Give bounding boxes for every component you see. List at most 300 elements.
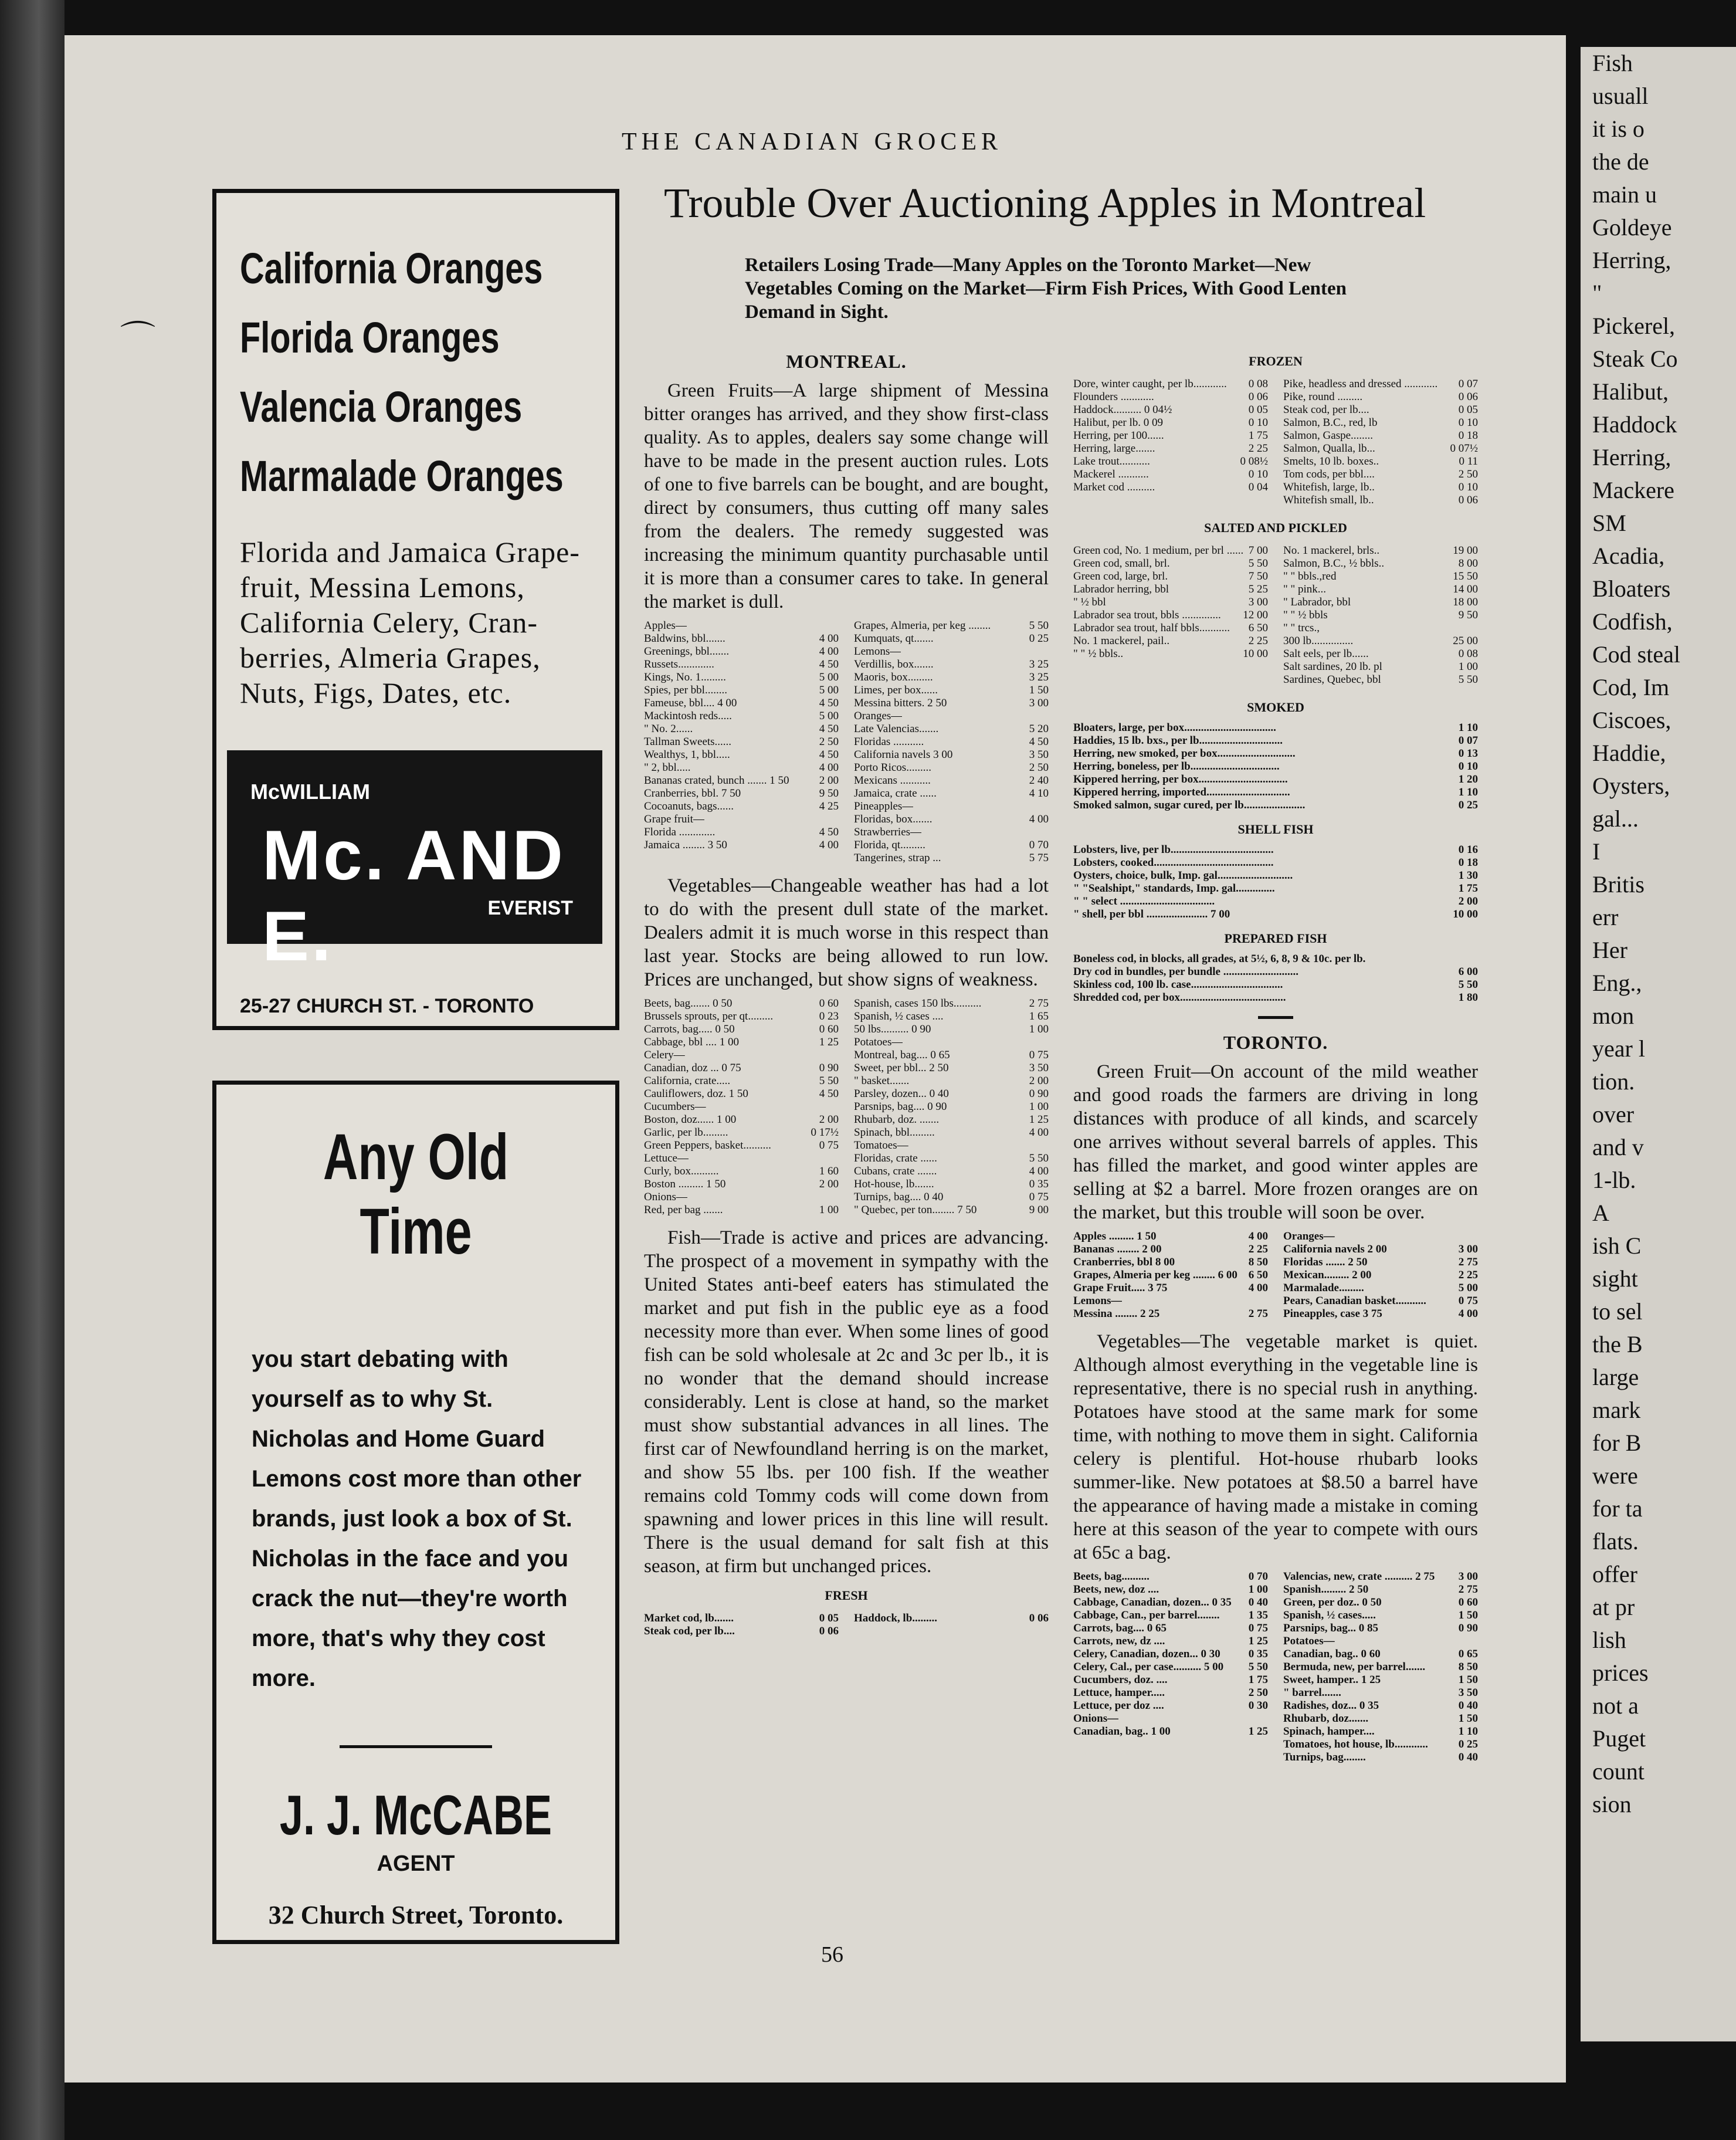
item-price: 4 50 bbox=[819, 697, 839, 709]
item-name: Herring, new smoked, per box............................ bbox=[1073, 747, 1296, 760]
item-name: Carrots, bag.... 0 65 bbox=[1073, 1622, 1167, 1634]
item-name: Fameuse, bbl.... 4 00 bbox=[644, 697, 737, 709]
price-row bbox=[1073, 1635, 1268, 1648]
item-price: 4 00 bbox=[819, 761, 839, 774]
price-row bbox=[1073, 1622, 1268, 1635]
item-price: 0 25 bbox=[1029, 632, 1049, 645]
price-row bbox=[1073, 1648, 1268, 1661]
item-price: 0 25 bbox=[1458, 1738, 1478, 1750]
item-price: 18 00 bbox=[1453, 596, 1478, 608]
price-row bbox=[1283, 1751, 1478, 1764]
text-fragment: Haddock bbox=[1592, 411, 1677, 438]
text-fragment: " bbox=[1592, 280, 1602, 306]
item-name: Turnips, bag........ bbox=[1283, 1751, 1366, 1763]
price-row bbox=[1073, 799, 1478, 812]
page-binding bbox=[0, 0, 65, 2140]
text-fragment: Pickerel, bbox=[1592, 313, 1676, 339]
price-row bbox=[1283, 1635, 1478, 1648]
section-heading: MONTREAL. bbox=[786, 351, 907, 372]
item-name: Apples— bbox=[644, 619, 687, 632]
item-name: Salmon, B.C., ½ bbls.. bbox=[1283, 557, 1385, 570]
price-row bbox=[854, 619, 1049, 632]
item-name: Mexican......... 2 00 bbox=[1283, 1269, 1372, 1281]
item-name: Limes, per box...... bbox=[854, 684, 938, 696]
item-name: " " ½ bbls bbox=[1283, 609, 1328, 621]
item-price: 7 50 bbox=[1248, 570, 1268, 583]
article-deck: Retailers Losing Trade—Many Apples on the Toronto Market—New Vegetables Coming on the Market—Firm Fish Prices, With Good Lenten Demand in Sight. bbox=[745, 255, 1347, 323]
item-price: 3 00 bbox=[1029, 697, 1049, 709]
item-name: Jamaica ........ 3 50 bbox=[644, 839, 727, 851]
item-name: Canadian, bag.. 0 60 bbox=[1283, 1648, 1381, 1660]
price-row bbox=[1283, 1295, 1478, 1308]
item-price: 5 75 bbox=[1029, 852, 1049, 864]
price-row bbox=[1073, 1269, 1268, 1282]
price-row bbox=[854, 710, 1049, 723]
price-row bbox=[1283, 583, 1478, 596]
item-name: Spies, per bbl........ bbox=[644, 684, 727, 696]
price-row bbox=[1283, 468, 1478, 481]
price-table bbox=[1073, 1230, 1478, 1320]
price-row bbox=[1073, 609, 1268, 622]
price-list bbox=[854, 1612, 1049, 1638]
price-list bbox=[1073, 1230, 1268, 1320]
price-row bbox=[854, 1191, 1049, 1204]
text-fragment: 1-lb. bbox=[1592, 1167, 1636, 1193]
price-row bbox=[644, 658, 839, 671]
item-name: Turnips, bag.... 0 40 bbox=[854, 1191, 944, 1203]
price-row bbox=[854, 1036, 1049, 1049]
item-name: Mackerel ........... bbox=[1073, 468, 1149, 480]
item-name: Florida, qt......... bbox=[854, 839, 925, 851]
paragraph: Green Fruits—A large shipment of Messina bitter oranges has arrived, and they show first-class quality. As to apples, dealers say some change will have to be made in the present auction rules. Lots of one to five barrels can be bought, and are bought, direct by consumers, thus cutting off many sales from the dealers. The remedy suggested was increasing the minimum quantity purchasable until it is more than a consumer cares to take. In general the market is dull. bbox=[644, 380, 1049, 612]
item-price: 0 11 bbox=[1459, 455, 1478, 468]
item-name: " " ½ bbls.. bbox=[1073, 648, 1124, 660]
item-name: Tangerines, strap ... bbox=[854, 852, 941, 864]
text-fragment: Halibut, bbox=[1592, 378, 1669, 405]
item-name: Cucumbers— bbox=[644, 1101, 706, 1113]
item-price: 5 50 bbox=[1248, 557, 1268, 570]
subheading: PREPARED FISH bbox=[1224, 931, 1327, 946]
item-price: 1 50 bbox=[1458, 1712, 1478, 1725]
item-name: Floridas ....... 2 50 bbox=[1283, 1256, 1368, 1268]
price-row bbox=[1073, 468, 1268, 481]
item-name: Wealthys, 1, bbl..... bbox=[644, 749, 730, 761]
price-table bbox=[1073, 1570, 1478, 1764]
item-price: 0 35 bbox=[1248, 1648, 1268, 1660]
ad-mccabe bbox=[212, 1081, 619, 1944]
price-row bbox=[644, 1612, 839, 1625]
text-fragment: Haddie, bbox=[1592, 740, 1666, 766]
price-row bbox=[1283, 1256, 1478, 1269]
price-row bbox=[854, 658, 1049, 671]
price-row bbox=[1073, 378, 1268, 391]
price-row bbox=[1073, 583, 1268, 596]
price-row bbox=[1283, 1243, 1478, 1256]
item-name: Oranges— bbox=[1283, 1230, 1335, 1242]
item-price: 2 00 bbox=[819, 774, 839, 787]
item-name: Flounders ............ bbox=[1073, 391, 1154, 403]
item-name: No. 1 mackerel, brls.. bbox=[1283, 544, 1380, 557]
item-name: Lobsters, live, per lb..................................... bbox=[1073, 844, 1274, 856]
item-name: Lettuce, hamper..... bbox=[1073, 1687, 1165, 1699]
text-fragment: Her bbox=[1592, 937, 1628, 963]
item-price: 1 80 bbox=[1458, 991, 1478, 1004]
page-number: 56 bbox=[821, 1942, 843, 1967]
item-name: Haddock.......... 0 04½ bbox=[1073, 404, 1172, 416]
item-price: 4 00 bbox=[1458, 1308, 1478, 1320]
price-row bbox=[1073, 442, 1268, 455]
item-price: 1 00 bbox=[1029, 1023, 1049, 1035]
text-fragment: Goldeye bbox=[1592, 214, 1672, 241]
text-fragment: Cod steal bbox=[1592, 641, 1680, 668]
price-row bbox=[1073, 1712, 1268, 1725]
item-price: 8 50 bbox=[1458, 1661, 1478, 1673]
ad2-firm: J. J. McCABE bbox=[279, 1784, 552, 1847]
item-price: 5 00 bbox=[819, 671, 839, 683]
price-row bbox=[1073, 1243, 1268, 1256]
price-row bbox=[1073, 1295, 1268, 1308]
item-price: 2 40 bbox=[1029, 774, 1049, 787]
item-name: Cocoanuts, bags...... bbox=[644, 800, 734, 812]
price-row bbox=[1073, 417, 1268, 429]
price-list bbox=[1073, 544, 1268, 686]
item-name: Kippered herring, imported.............................. bbox=[1073, 786, 1290, 798]
item-name: Skinless cod, 100 lb. case................................. bbox=[1073, 978, 1283, 991]
item-name: Canadian, doz ... 0 75 bbox=[644, 1062, 741, 1074]
item-name: Onions— bbox=[1073, 1712, 1119, 1725]
item-name: Labrador sea trout, half bbls........... bbox=[1073, 622, 1230, 634]
item-name: Spanish, cases 150 lbs.......... bbox=[854, 997, 982, 1010]
item-price: 3 50 bbox=[1029, 1062, 1049, 1074]
item-price: 5 00 bbox=[819, 684, 839, 696]
text-fragment: A bbox=[1592, 1200, 1609, 1226]
item-price: 2 25 bbox=[1458, 1269, 1478, 1281]
price-row bbox=[1283, 481, 1478, 494]
item-price: 0 40 bbox=[1248, 1596, 1268, 1609]
item-name: Parsnips, bag... 0 85 bbox=[1283, 1622, 1379, 1634]
item-name: Salt eels, per lb...... bbox=[1283, 648, 1369, 660]
price-list bbox=[1073, 953, 1478, 1004]
item-price: 1 75 bbox=[1458, 882, 1478, 895]
price-row bbox=[1073, 1609, 1268, 1622]
item-price: 4 50 bbox=[1029, 736, 1049, 748]
item-price: 5 50 bbox=[819, 1075, 839, 1087]
item-price: 0 70 bbox=[1248, 1570, 1268, 1583]
item-name: Haddock, lb......... bbox=[854, 1612, 938, 1624]
item-name: Russets............. bbox=[644, 658, 714, 671]
subheading: SHELL FISH bbox=[1237, 822, 1314, 837]
price-row bbox=[1073, 557, 1268, 570]
item-price: 0 90 bbox=[1029, 1088, 1049, 1100]
item-price: 0 10 bbox=[1248, 417, 1268, 429]
price-row bbox=[644, 736, 839, 749]
item-price: 2 00 bbox=[819, 1178, 839, 1190]
item-name: Grapes, Almeria, per keg ........ bbox=[854, 619, 991, 632]
item-price: 5 50 bbox=[1029, 619, 1049, 632]
item-price: 0 10 bbox=[1458, 417, 1478, 429]
text-fragment: prices bbox=[1592, 1660, 1649, 1686]
price-row bbox=[1283, 1725, 1478, 1738]
price-row bbox=[1073, 391, 1268, 404]
price-row bbox=[1283, 404, 1478, 417]
item-price: 2 50 bbox=[1458, 468, 1478, 480]
price-row bbox=[1073, 1570, 1268, 1583]
price-row bbox=[644, 997, 839, 1010]
item-price: 4 50 bbox=[819, 749, 839, 761]
ad1-address: 25-27 CHURCH ST. - TORONTO bbox=[240, 995, 534, 1017]
item-name: Beets, bag....... 0 50 bbox=[644, 997, 733, 1010]
ad-mcwilliam-everist bbox=[212, 189, 619, 1030]
item-price: 1 75 bbox=[1248, 429, 1268, 442]
item-name: Parsnips, bag.... 0 90 bbox=[854, 1101, 947, 1113]
price-row bbox=[854, 1088, 1049, 1101]
item-price: 25 00 bbox=[1453, 635, 1478, 647]
item-name: " " select .................................. bbox=[1073, 895, 1215, 908]
item-price: 0 06 bbox=[1458, 494, 1478, 506]
item-price: 6 00 bbox=[1458, 966, 1478, 978]
item-name: Floridas, box....... bbox=[854, 813, 933, 825]
price-row bbox=[644, 826, 839, 839]
item-name: Floridas, crate ...... bbox=[854, 1152, 937, 1164]
text-fragment: sight bbox=[1592, 1265, 1638, 1292]
text-fragment: mark bbox=[1592, 1397, 1641, 1423]
price-row bbox=[1073, 966, 1478, 978]
item-name: Baldwins, bbl....... bbox=[644, 632, 725, 645]
item-name: " No. 2...... bbox=[644, 723, 693, 735]
item-name: Floridas ........... bbox=[854, 736, 924, 748]
price-row bbox=[1283, 544, 1478, 557]
item-price: 3 00 bbox=[1458, 1243, 1478, 1255]
price-row bbox=[1073, 844, 1478, 856]
item-price: 0 17½ bbox=[811, 1126, 839, 1139]
item-price: 1 25 bbox=[1029, 1113, 1049, 1126]
item-name: Cabbage, bbl .... 1 00 bbox=[644, 1036, 740, 1048]
item-name: Bananas crated, bunch ....... 1 50 bbox=[644, 774, 789, 787]
item-name: Tallman Sweets...... bbox=[644, 736, 732, 748]
text-fragment: not a bbox=[1592, 1692, 1639, 1719]
item-price: 7 00 bbox=[1248, 544, 1268, 557]
item-price: 1 10 bbox=[1458, 1725, 1478, 1738]
price-row bbox=[644, 774, 839, 787]
price-list bbox=[1073, 844, 1478, 921]
price-table bbox=[644, 619, 1049, 865]
item-name: Green, per doz.. 0 50 bbox=[1283, 1596, 1382, 1609]
item-price: 0 65 bbox=[1458, 1648, 1478, 1660]
item-name: " ½ bbl bbox=[1073, 596, 1106, 608]
item-name: Lake trout........... bbox=[1073, 455, 1150, 468]
item-price: 4 00 bbox=[1029, 1126, 1049, 1139]
item-name: Haddies, 15 lb. bxs., per lb.............................. bbox=[1073, 734, 1283, 747]
price-row bbox=[1073, 1699, 1268, 1712]
text-fragment: Ciscoes, bbox=[1592, 707, 1671, 733]
item-price: 10 00 bbox=[1243, 648, 1268, 660]
price-row bbox=[1283, 1230, 1478, 1243]
item-price: 4 00 bbox=[819, 645, 839, 658]
item-name: Hot-house, lb....... bbox=[854, 1178, 934, 1190]
item-name: Salmon, Qualla, lb... bbox=[1283, 442, 1375, 455]
price-row bbox=[854, 1075, 1049, 1088]
item-name: Rhubarb, doz. ....... bbox=[854, 1113, 940, 1126]
item-price: 3 50 bbox=[1458, 1687, 1478, 1699]
column-fish-toronto bbox=[1073, 346, 1478, 1773]
price-row bbox=[854, 1178, 1049, 1191]
text-fragment: count bbox=[1592, 1758, 1645, 1785]
price-row bbox=[1283, 1712, 1478, 1725]
text-fragment: at pr bbox=[1592, 1594, 1635, 1620]
item-name: " Labrador, bbl bbox=[1283, 596, 1351, 608]
price-row bbox=[1283, 1661, 1478, 1674]
running-head: THE CANADIAN GROCER bbox=[622, 128, 1002, 155]
price-row bbox=[854, 1152, 1049, 1165]
item-price: 1 00 bbox=[1458, 661, 1478, 673]
item-price: 1 00 bbox=[819, 1204, 839, 1216]
item-name: Lettuce, per doz .... bbox=[1073, 1699, 1164, 1712]
mcwilliam-everist-logo bbox=[227, 750, 602, 976]
price-row bbox=[854, 800, 1049, 813]
item-name: Green cod, No. 1 medium, per brl ...... bbox=[1073, 544, 1244, 557]
price-row bbox=[644, 1088, 839, 1101]
ad2-rule bbox=[340, 1745, 492, 1748]
price-row bbox=[644, 684, 839, 697]
text-fragment: Steak Co bbox=[1592, 346, 1678, 372]
price-row bbox=[1073, 1661, 1268, 1674]
item-price: 0 75 bbox=[1248, 1622, 1268, 1634]
item-name: Bloaters, large, per box................................. bbox=[1073, 722, 1276, 734]
item-price: 0 30 bbox=[1248, 1699, 1268, 1712]
item-price: 0 60 bbox=[819, 1023, 839, 1035]
item-name: Celery, Canadian, dozen... 0 30 bbox=[1073, 1648, 1220, 1660]
price-list bbox=[644, 1612, 839, 1638]
item-price: 1 50 bbox=[1458, 1674, 1478, 1686]
item-price: 0 75 bbox=[1458, 1295, 1478, 1307]
price-row bbox=[1073, 760, 1478, 773]
item-name: Salmon, Gaspe........ bbox=[1283, 429, 1374, 442]
item-price: 4 00 bbox=[1029, 1165, 1049, 1177]
paragraph: Vegetables—Changeable weather has had a lot to do with the present dull state of the market. Dealers admit it is much worse in this respect than last year. Stocks are being allowed to run low. Prices are unchanged, but show signs of weakness. bbox=[644, 875, 1049, 990]
item-name: Onions— bbox=[644, 1191, 687, 1203]
text-fragment: sion bbox=[1592, 1791, 1632, 1817]
price-row bbox=[644, 1152, 839, 1165]
item-name: Green cod, small, brl. bbox=[1073, 557, 1170, 570]
item-price: 3 25 bbox=[1029, 658, 1049, 671]
price-row bbox=[1283, 1609, 1478, 1622]
item-name: Boneless cod, in blocks, all grades, at 5½, 6, 8, 9 & 10c. per lb. bbox=[1073, 953, 1366, 965]
price-row bbox=[1283, 609, 1478, 622]
item-name: Mackintosh reds..... bbox=[644, 710, 732, 722]
price-row bbox=[1073, 722, 1478, 734]
item-price: 1 00 bbox=[1029, 1101, 1049, 1113]
item-price: 4 50 bbox=[819, 1088, 839, 1100]
paragraph: Vegetables—The vegetable market is quiet. Although almost everything in the vegetable line is representative, there is no special rush in anything. Potatoes have stood at the same mark for some time, with nothing to move them in sight. California celery is plentiful. Hot-house rhubarb looks summer-like. New potatoes at $8.50 a barrel have the appearance of having made a mistake in coming here at this season of the year to compete with ours at 65c a bag. bbox=[1073, 1331, 1478, 1563]
price-row bbox=[1073, 953, 1478, 966]
item-name: Mexicans ........... bbox=[854, 774, 931, 787]
item-price: 0 23 bbox=[819, 1010, 839, 1022]
price-row bbox=[644, 1126, 839, 1139]
item-name: Sweet, per bbl... 2 50 bbox=[854, 1062, 949, 1074]
item-price: 0 05 bbox=[1458, 404, 1478, 416]
item-name: Grape fruit— bbox=[644, 813, 704, 825]
price-row bbox=[1073, 635, 1268, 648]
price-row bbox=[854, 774, 1049, 787]
price-row bbox=[644, 1204, 839, 1217]
item-name: Cauliflowers, doz. 1 50 bbox=[644, 1088, 748, 1100]
price-row bbox=[1073, 481, 1268, 494]
price-list bbox=[1283, 1230, 1478, 1320]
item-name: Greenings, bbl....... bbox=[644, 645, 730, 658]
item-name: Messina ........ 2 25 bbox=[1073, 1308, 1160, 1320]
item-name: Spinach, bbl......... bbox=[854, 1126, 935, 1139]
item-name: Apples ......... 1 50 bbox=[1073, 1230, 1157, 1242]
price-row bbox=[1073, 648, 1268, 661]
price-row bbox=[644, 1165, 839, 1178]
item-price: 15 50 bbox=[1453, 570, 1478, 583]
price-row bbox=[644, 1062, 839, 1075]
item-price: 0 40 bbox=[1458, 1699, 1478, 1712]
price-row bbox=[854, 1612, 1049, 1625]
price-list bbox=[1283, 544, 1478, 686]
price-row bbox=[644, 1178, 839, 1191]
item-price: 0 05 bbox=[1248, 404, 1268, 416]
item-price: 1 25 bbox=[1248, 1635, 1268, 1647]
section-heading: TORONTO. bbox=[1223, 1032, 1328, 1053]
price-row bbox=[854, 1049, 1049, 1062]
item-price: 0 16 bbox=[1458, 844, 1478, 856]
price-list bbox=[1073, 378, 1268, 507]
price-row bbox=[1073, 1230, 1268, 1243]
item-name: Grape Fruit..... 3 75 bbox=[1073, 1282, 1168, 1294]
item-name: California, crate..... bbox=[644, 1075, 731, 1087]
text-fragment: to sel bbox=[1592, 1298, 1643, 1325]
price-row bbox=[644, 1036, 839, 1049]
ad2-agent: AGENT bbox=[377, 1851, 455, 1876]
item-name: Pineapples— bbox=[854, 800, 914, 812]
item-name: Cabbage, Can., per barrel........ bbox=[1073, 1609, 1220, 1621]
item-price: 5 00 bbox=[1458, 1282, 1478, 1294]
item-name: Carrots, bag..... 0 50 bbox=[644, 1023, 735, 1035]
text-fragment: for B bbox=[1592, 1430, 1642, 1456]
item-price: 6 50 bbox=[1248, 1269, 1268, 1281]
item-name: Lemons— bbox=[854, 645, 901, 658]
item-name: Oysters, choice, bulk, Imp. gal........................... bbox=[1073, 869, 1293, 882]
item-name: Beets, bag.......... bbox=[1073, 1570, 1150, 1583]
price-row bbox=[854, 761, 1049, 774]
price-row bbox=[854, 1113, 1049, 1126]
item-price: 1 50 bbox=[1458, 1609, 1478, 1621]
item-price: 0 60 bbox=[1458, 1596, 1478, 1609]
price-row bbox=[1073, 869, 1478, 882]
price-row bbox=[854, 632, 1049, 645]
ad2-address: 32 Church Street, Toronto. bbox=[268, 1901, 564, 1929]
text-fragment: Eng., bbox=[1592, 970, 1642, 996]
price-row bbox=[1073, 404, 1268, 417]
price-row bbox=[644, 710, 839, 723]
item-name: Brussels sprouts, per qt......... bbox=[644, 1010, 774, 1022]
text-fragment: year l bbox=[1592, 1035, 1645, 1062]
text-fragment: Fish bbox=[1592, 50, 1633, 76]
item-name: Smelts, 10 lb. boxes.. bbox=[1283, 455, 1379, 468]
item-name: Steak cod, per lb.... bbox=[644, 1625, 735, 1637]
price-row bbox=[1073, 596, 1268, 609]
item-name: " " pink... bbox=[1283, 583, 1327, 595]
item-price: 2 25 bbox=[1248, 442, 1268, 455]
logo-bottom: EVERIST bbox=[487, 897, 573, 919]
item-name: Market cod .......... bbox=[1073, 481, 1155, 493]
price-row bbox=[1073, 1282, 1268, 1295]
item-price: 0 07½ bbox=[1450, 442, 1478, 455]
price-row bbox=[1073, 1256, 1268, 1269]
item-name: Cubans, crate ....... bbox=[854, 1165, 937, 1177]
price-row bbox=[854, 852, 1049, 865]
